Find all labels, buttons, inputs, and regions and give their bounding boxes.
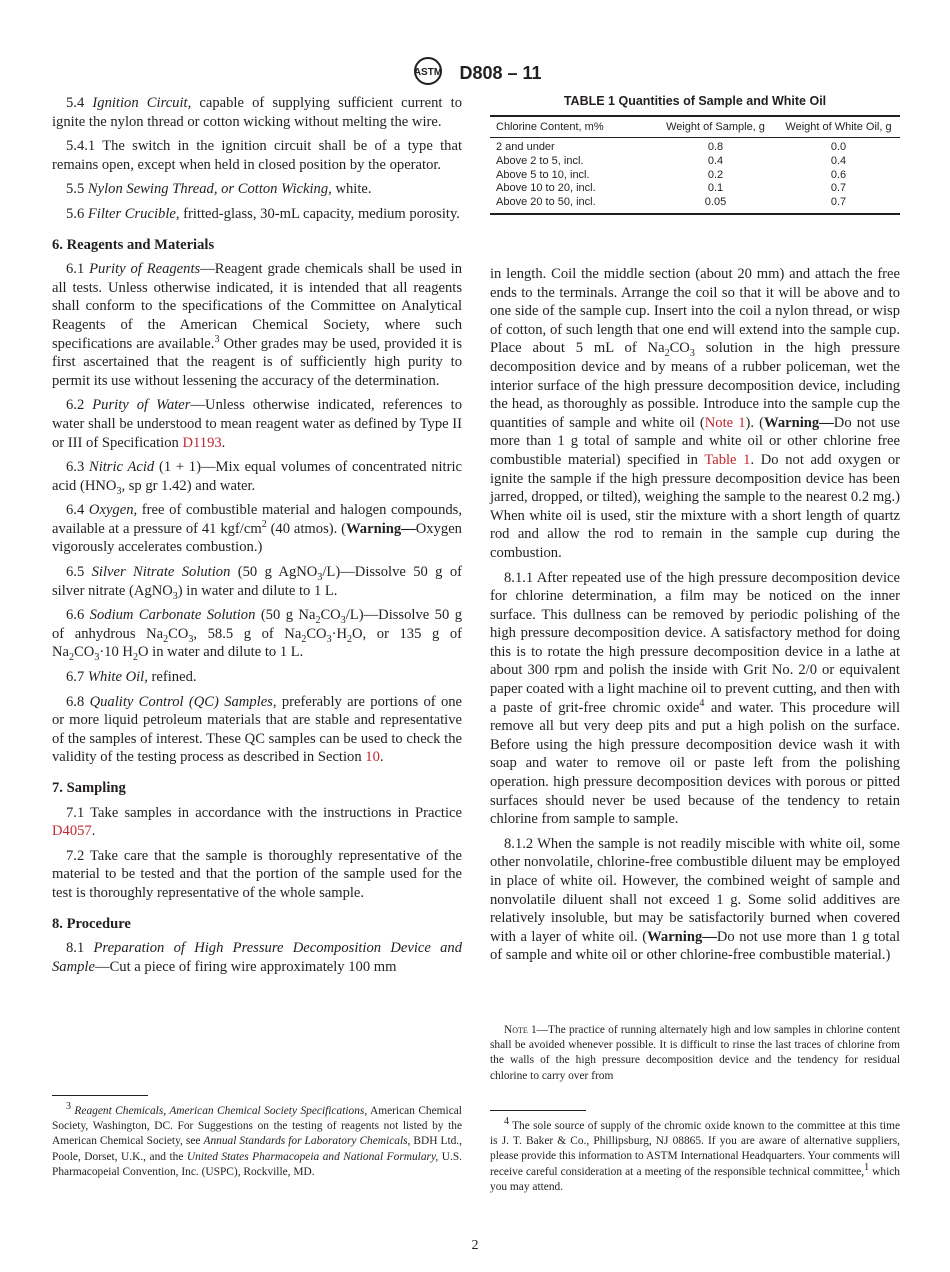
text-run: ·H (331, 625, 348, 642)
text-run: solution in the high pressure decomposition device and by means of a rubber policeman, wet the interior surface of the high pressure decomposition device, including the head, as thoroughly as possible. Introduce into the sample cup the quantities of sample and white oil ( (490, 340, 900, 431)
text-run: 2 (664, 348, 670, 360)
text-run: ). ( (745, 414, 765, 431)
table-cell: Above 10 to 20, incl. (496, 182, 596, 195)
paragraph (52, 847, 462, 903)
text-run: 4 (699, 697, 705, 709)
paragraph (490, 835, 900, 965)
text-run: CO (669, 340, 690, 357)
text-run: Reagent Chemicals, American Chemical Society Specifications (71, 1105, 365, 1117)
table-cell: 0.4 (707, 154, 724, 167)
footnote-divider (490, 1110, 586, 1111)
text-run: 7.1 Take samples in accordance with the instructions in Practice (66, 804, 462, 821)
text-run: CO (306, 625, 327, 642)
page-header (0, 56, 950, 91)
text-run: (50 g AgNO (230, 564, 318, 581)
text-run: Warning— (764, 414, 834, 431)
cross-reference-link[interactable]: Note 1 (704, 414, 746, 431)
svg-text:ASTM: ASTM (414, 67, 443, 78)
text-run: White Oil, (87, 669, 148, 686)
paragraph (52, 260, 462, 390)
text-run: 6.3 (66, 459, 89, 476)
text-run: 6.6 (66, 607, 90, 624)
text-run: Ignition Circuit, (92, 95, 192, 111)
text-run: 6.7 (66, 669, 88, 686)
text-run: —Reagent grade chemicals shall be used in all tests. Unless otherwise indicated, it is intended that all reagents shall conform to the specifications of the Committee on Analytical Reagents of the American Chemical Society, where such specifications are available. (52, 261, 463, 352)
text-run: 6.4 (66, 502, 89, 519)
section-heading (52, 236, 462, 255)
text-run: /L)—Dissolve 50 g of anhydrous Na (52, 607, 462, 642)
text-run: Annual Standards for Laboratory Chemicals, (203, 1135, 411, 1148)
text-run: /L)—Dissolve 50 g of silver nitrate (AgNO (52, 564, 463, 599)
paragraph (490, 569, 900, 829)
text-run: 8. Procedure (52, 915, 131, 932)
text-run: . Do not add oxygen or ignite the sample if the high pressure decomposition device has been jarred, dropped, or tilted), weighing the sample to the nearest 0.2 mg.) When white oil is used, stir the mixture with a short length of quartz rod and allow the rod to remain in the sample cup during the combustion. (490, 451, 900, 561)
text-run: white. (331, 181, 372, 198)
text-run: U.S. Pharmacopeial Convention, Inc. (USPC), Rockville, MD. (52, 1150, 463, 1178)
text-run: Other grades may be used, provided it is first ascertained that the reagent is of sufficiently high purity to permit its use without lessening the accuracy of the determination. (52, 335, 462, 389)
text-run: The sole source of supply of the chromic oxide known to the committee at this time is J. T. Baker & Co., Phillipsburg, NJ 08865. If you are aware of alternative suppliers, please provide this information to ASTM International Headquarters. Your comments will receive careful consideration at a meeting of the responsible technical committee, (490, 1120, 900, 1178)
text-run: 2 (163, 633, 169, 645)
table-cell: 0.0 (830, 141, 847, 153)
text-run: (40 atmos). ( (266, 520, 347, 537)
text-run: Silver Nitrate Solution (91, 564, 231, 581)
text-run: O, or 135 g of Na (52, 625, 462, 661)
text-run: Do not use more than 1 g total of sample and white oil or other chlorine-free combustible material.) (490, 928, 900, 964)
text-run: BDH Ltd., Poole, Dorset, U.K., and the (52, 1135, 463, 1163)
table-cell: Above 20 to 50, incl. (496, 196, 596, 209)
paragraph (52, 693, 462, 767)
text-run: 3 (317, 571, 323, 583)
text-run: 5.5 (66, 181, 88, 198)
text-run: Quality Control (QC) Samples, (89, 693, 277, 710)
column-header: Weight of White Oil, g (777, 116, 900, 138)
paragraph (52, 939, 462, 976)
text-run: preferably are portions of one or more liquid petroleum materials that are stable and representative of the samples of interest. These QC samples can be used to check the validity of the testing process as described in Section (52, 693, 463, 766)
column-header: Weight of Sample, g (654, 116, 777, 138)
text-run: ) in water and dilute to 1 L. (177, 582, 338, 599)
text-run: Note (504, 1024, 528, 1036)
text-run: CO (74, 644, 95, 661)
table-caption: TABLE 1 Quantities of Sample and White Oil (563, 94, 827, 108)
text-run: 6.1 (66, 261, 90, 278)
table-cell: 0.2 (707, 168, 724, 181)
text-run: 6. Reagents and Materials (52, 236, 215, 253)
text-run: . (91, 823, 96, 840)
text-run: 3 (172, 590, 178, 602)
table-header-row (490, 116, 900, 138)
text-run: fritted-glass, 30-mL capacity, medium porosity. (179, 205, 460, 222)
text-run: 6.2 (66, 397, 93, 414)
text-run: Nylon Sewing Thread, or Cotton Wicking, (87, 181, 332, 198)
text-run: and water. This procedure will remove all but very deep pits and put a high polish on the surface. Before using the high pressure decomposition device wash it with soap and water to remove oil or paste left from the polishing operation. high pressure decomposition devices with porous or pitted surfaces should never be used because of the tendency to retain chlorine from sample to sample. (490, 699, 900, 828)
text-run: 3 (340, 615, 346, 627)
text-run: 3 (94, 652, 100, 664)
text-run: (50 g Na (255, 607, 316, 624)
table-cell: 2 and under (496, 141, 555, 153)
paragraph (52, 668, 462, 687)
text-run: 8.1.2 When the sample is not readily miscible with white oil, some other nonvolatile, chlorine-free combustible diluent may be employed in place of white oil. However, the combined weight of sample and nonvolatile diluent shall not exceed 1 g. Some solid additives are relatively insoluble, but may be satisfactorily burned when covered with a layer of white oil. ( (490, 835, 900, 945)
paragraph (490, 265, 900, 563)
text-run: 3 (326, 633, 332, 645)
table-cell: Above 5 to 10, incl. (496, 168, 590, 181)
paragraph (52, 606, 462, 662)
cross-reference-link[interactable]: 10 (365, 749, 380, 766)
text-run: , sp gr 1.42) and water. (121, 477, 256, 494)
section-heading (52, 915, 462, 934)
paragraph (52, 205, 462, 224)
table-cell: 0.6 (830, 168, 847, 181)
text-run: 2 (347, 633, 353, 645)
text-run: , 58.5 g of Na (193, 625, 302, 642)
table-cell: 0.7 (830, 196, 847, 209)
cross-reference-link[interactable]: Table 1 (704, 451, 751, 468)
text-run: Purity of Water (92, 397, 191, 414)
text-run: 2 (301, 633, 307, 645)
cross-reference-link[interactable]: D4057 (52, 823, 92, 840)
text-run: 6.5 (66, 564, 92, 581)
text-run: 2 (69, 652, 75, 664)
text-run: CO (320, 607, 341, 624)
text-run: Purity of Reagents (89, 261, 201, 278)
text-run: , American Chemical Society, Washington, DC. For Suggestions on the testing of reagents not listed by the American Chemical Society, see (52, 1105, 462, 1148)
text-run: —Unless otherwise indicated, references to water shall be understood to mean reagent water as defined by Type II or III of Specification (52, 397, 462, 451)
text-run: 8.1.1 After repeated use of the high pressure decomposition device for chlorine determination, a film may be noticed on the inner surface. This dullness can be removed by periodic polishing of the high pressure decomposition device. A satisfactory method for doing this is to rotate the high pressure decomposition device in a lathe at about 300 rpm and polish the inside with Grit No. 2/0 or equivalent paper coated with a light machine oil to prevent cutting, and then with a paste of grit-free chromic oxide (490, 569, 900, 716)
paragraph (52, 458, 462, 495)
text-run: 3 (214, 333, 220, 345)
right-column (490, 265, 900, 971)
table-1 (490, 94, 900, 215)
text-run: 2 (315, 615, 321, 627)
paragraph (52, 137, 462, 174)
text-run: 5.6 (66, 205, 88, 222)
text-run: free of combustible material and halogen compounds, available at a pressure of 41 kgf/cm (52, 502, 462, 537)
table-row (490, 155, 900, 169)
text-run: . (221, 434, 226, 451)
text-run: 3 (188, 633, 194, 645)
paragraph (52, 501, 462, 557)
table-cell: 0.4 (830, 154, 847, 167)
text-run: Warning— (346, 520, 416, 537)
table-row (490, 182, 900, 196)
page-number: 2 (471, 1238, 479, 1253)
text-run: United States Pharmacopeia and National Formulary, (186, 1150, 439, 1163)
text-run: Sodium Carbonate Solution (89, 607, 256, 624)
text-run: 8.1 (66, 940, 94, 957)
note-1 (490, 1023, 900, 1084)
text-run: 5.4 (66, 95, 93, 111)
text-run: 5.4.1 The switch in the ignition circuit shall be of a type that remains open, except when held in closed position by the operator. (52, 138, 462, 173)
paragraph (52, 180, 462, 199)
table-cell: 0.7 (830, 182, 847, 195)
table-cell: 0.05 (704, 196, 727, 209)
astm-logo-icon (408, 56, 448, 91)
text-run: in length. Coil the middle section (about 20 mm) and attach the free ends to the terminals. Arrange the coil so that it will be above and to one side of the sample cup. Insert into the coil a nylon thread, or wisp of cotton, of such length that one end will extend into the sample cup. Place about 5 mL of Na (490, 266, 900, 357)
footnote-4 (490, 1116, 900, 1195)
table-cell: 0.8 (707, 141, 724, 153)
footnote-3 (52, 1101, 463, 1180)
text-run: capable of supplying sufficient current to ignite the nylon thread or cotton wicking without melting the wire. (52, 95, 462, 130)
text-run: 6.8 (66, 693, 90, 710)
text-run: Oxygen vigorously accelerates combustion.) (52, 520, 462, 556)
text-run: Filter Crucible, (87, 205, 180, 222)
text-run: ·10 H (99, 644, 133, 661)
text-run: 3 (689, 348, 695, 360)
paragraph (52, 396, 462, 452)
left-column (52, 94, 462, 982)
cross-reference-link[interactable]: D1193 (182, 434, 222, 451)
text-run: refined. (147, 669, 197, 686)
text-run: Oxygen, (88, 502, 138, 519)
table-cell: Above 2 to 5, incl. (496, 154, 584, 167)
text-run: O in water and dilute to 1 L. (137, 644, 304, 661)
table-row (490, 169, 900, 183)
text-run: which you may attend. (490, 1165, 900, 1193)
text-run: 2 (132, 652, 138, 664)
text-run: Nitric Acid (88, 459, 155, 476)
text-run: CO (168, 625, 189, 642)
text-run: Preparation of High Pressure Decomposition Device and Sample (52, 940, 462, 975)
text-run: 2 (261, 519, 267, 531)
table-row (490, 196, 900, 214)
text-run: 1 (864, 1161, 870, 1173)
text-run: (1 + 1)—Mix equal volumes of concentrated nitric acid (HNO (52, 459, 463, 494)
text-run: 3 (66, 1101, 71, 1113)
column-header: Chlorine Content, m% (490, 116, 654, 138)
text-run: 7. Sampling (52, 780, 126, 796)
table-row (490, 138, 900, 155)
text-run: 1—The practice of running alternately high and low samples in chlorine content shall be avoided whenever possible. It is difficult to rinse the last traces of chlorine from the walls of the high pressure decomposition device and the tendency for residual chlorine to carry over from (490, 1024, 900, 1082)
text-run: 4 (504, 1116, 509, 1128)
text-run: Warning— (647, 928, 717, 945)
text-run: 3 (116, 485, 122, 497)
paragraph (52, 563, 462, 600)
text-run: Do not use more than 1 g total of sample and white oil or other chlorine free combustible material) specified in (490, 414, 900, 468)
section-heading (52, 779, 462, 798)
text-run: . (379, 749, 384, 766)
text-run: —Cut a piece of firing wire approximately 100 mm (94, 958, 397, 975)
footnote-divider (52, 1095, 148, 1096)
paragraph (52, 804, 462, 841)
paragraph (52, 94, 462, 131)
document-id: D808 – 11 (459, 63, 542, 83)
text-run: 7.2 Take care that the sample is thoroughly representative of the material to be tested and that the portion of the sample used for the test is thoroughly representative of the whole sample. (52, 847, 462, 901)
table-cell: 0.1 (707, 182, 724, 195)
